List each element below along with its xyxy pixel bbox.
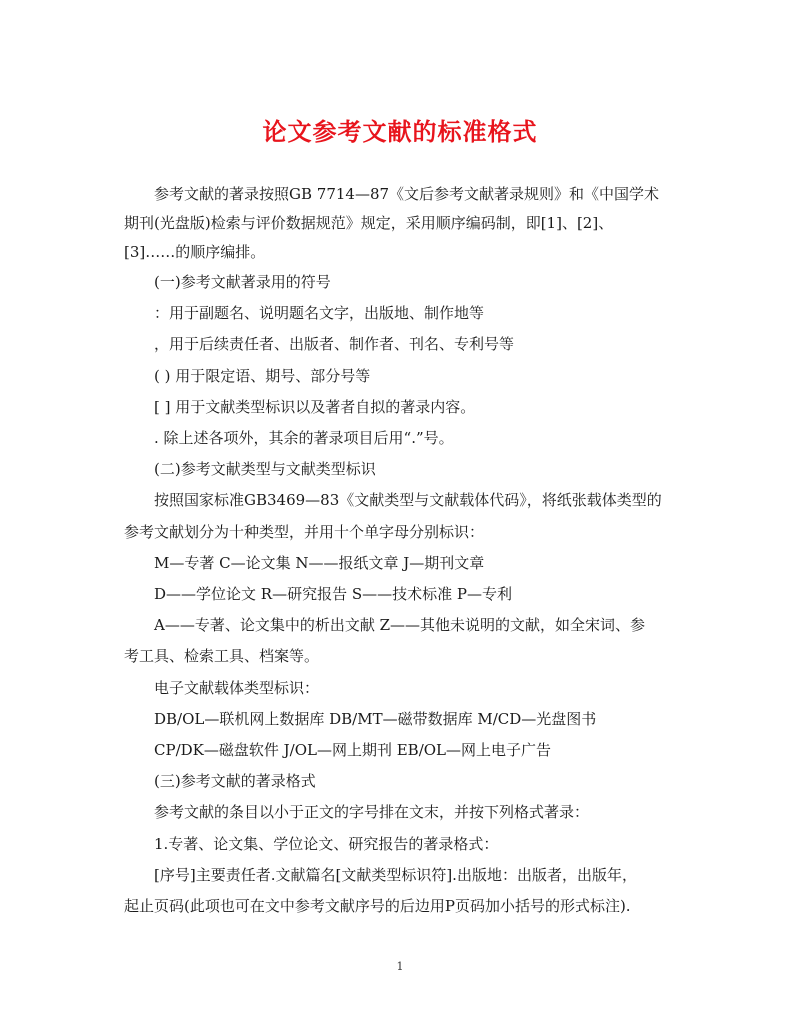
section3-paragraph: 参考文献的条目以小于正文的字号排在文末，并按下列格式著录： bbox=[154, 803, 590, 822]
electronic-line-1: DB/OL—联机网上数据库 DB/MT—磁带数据库 M/CD—光盘图书 bbox=[154, 709, 597, 728]
document-title: 论文参考文献的标准格式 bbox=[262, 117, 538, 146]
types-line-1: M—专著 C—论文集 N——报纸文章 J—期刊文章 bbox=[154, 553, 485, 572]
gb-standard-paragraph bbox=[124, 485, 664, 547]
item1-format-paragraph bbox=[124, 860, 664, 922]
document-body bbox=[124, 180, 664, 922]
paragraph-line: 考工具、检索工具、档案等。 bbox=[124, 647, 320, 666]
section1-heading: (一)参考文献著录用的符号 bbox=[154, 273, 331, 291]
intro-line: 期刊(光盘版)检索与评价数据规范》规定，采用顺序编码制，即[1]、[2]、 bbox=[124, 214, 614, 232]
electronic-heading: 电子文献载体类型标识： bbox=[154, 678, 320, 697]
body-lines bbox=[124, 267, 664, 922]
item1-heading: 1.专著、论文集、学位论文、研究报告的著录格式： bbox=[154, 834, 499, 853]
paragraph-line: [序号]主要责任者.文献篇名[文献类型标识符].出版地：出版者，出版年， bbox=[154, 865, 637, 884]
paragraph-line: 起止页码(此项也可在文中参考文献序号的后边用P页码加小括号的形式标注). bbox=[124, 897, 631, 916]
intro-line: 参考文献的著录按照GB 7714—87《文后参考文献著录规则》和《中国学术 bbox=[154, 185, 660, 203]
paragraph-line: 参考文献划分为十种类型，并用十个单字母分别标识： bbox=[124, 522, 485, 541]
paragraph-line: A——专著、论文集中的析出文献 Z——其他未说明的文献，如全宋词、参 bbox=[154, 616, 646, 635]
page-number: 1 bbox=[396, 960, 404, 973]
paragraph-line: 按照国家标准GB3469—83《文献类型与文献载体代码》，将纸张载体类型的 bbox=[154, 491, 662, 510]
types-line-2: D——学位论文 R—研究报告 S——技术标准 P—专利 bbox=[154, 585, 512, 604]
intro-line: [3]……的顺序编排。 bbox=[124, 243, 266, 261]
symbol-parentheses-line: ( ) 用于限定语、期号、部分号等 bbox=[154, 366, 371, 385]
intro-paragraph bbox=[124, 180, 664, 267]
symbol-colon-line: ：用于副题名、说明题名文字，出版地、制作地等 bbox=[154, 304, 485, 323]
section2-heading: (二)参考文献类型与文献类型标识 bbox=[154, 460, 376, 479]
symbol-period-line: . 除上述各项外，其余的著录项目后用“.”号。 bbox=[154, 429, 454, 448]
electronic-line-2: CP/DK—磁盘软件 J/OL—网上期刊 EB/OL—网上电子广告 bbox=[154, 741, 552, 760]
symbol-brackets-line: [ ] 用于文献类型标识以及著者自拟的著录内容。 bbox=[154, 397, 476, 416]
types-line-a-paragraph bbox=[124, 610, 664, 672]
symbol-comma-line: ，用于后续责任者、出版者、制作者、刊名、专利号等 bbox=[154, 335, 515, 354]
section3-heading: (三)参考文献的著录格式 bbox=[154, 772, 316, 791]
